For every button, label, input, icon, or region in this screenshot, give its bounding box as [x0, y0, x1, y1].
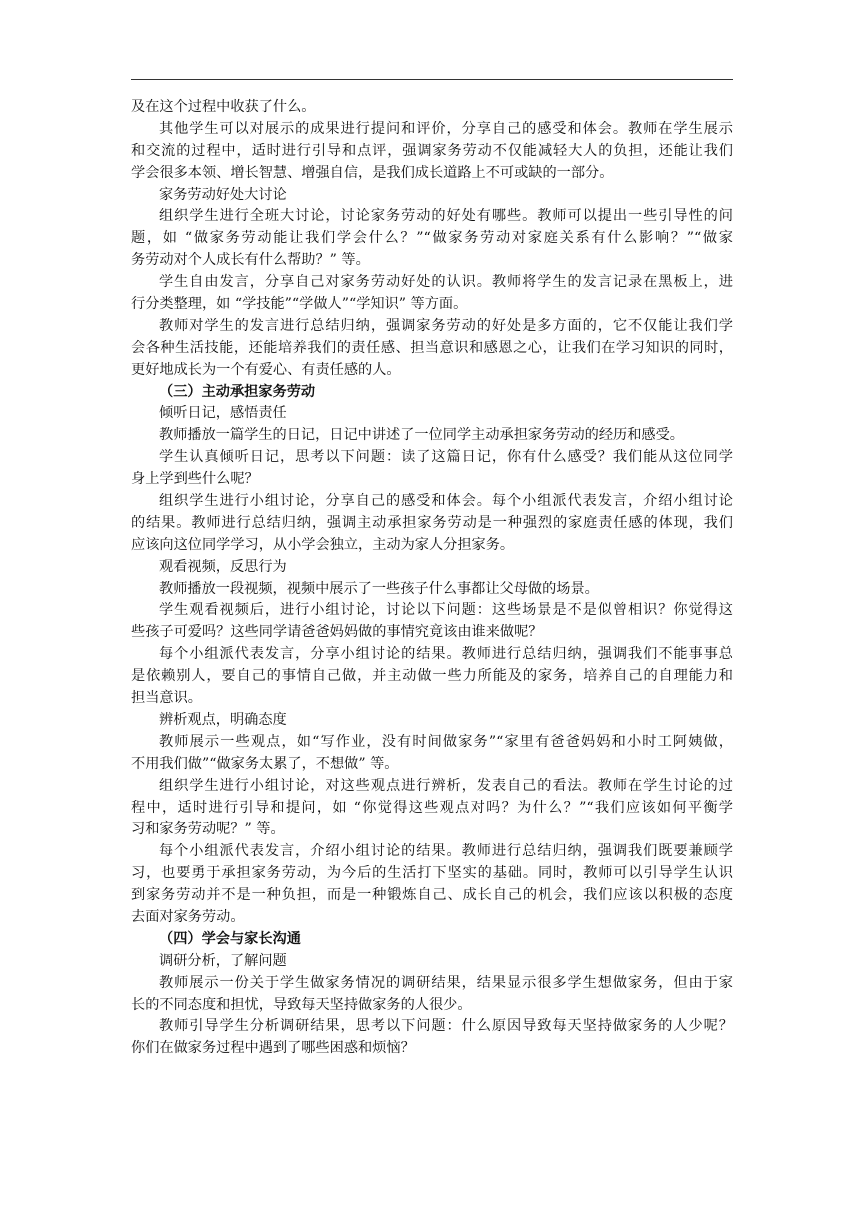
text-line: 担当意识。: [131, 690, 202, 707]
text-line: 题，如 “做家务劳动能让我们学会什么？”“做家务劳动对家庭关系有什么影响？”“做家: [131, 230, 733, 247]
text-line: 教师播放一段视频，视频中展示了一些孩子什么事都让父母做的场景。: [159, 580, 599, 597]
text-line: 学生自由发言，分享自己对家务劳动好处的认识。教师将学生的发言记录在黑板上，进: [159, 274, 733, 291]
text-line: 务劳动对个人成长有什么帮助？” 等。: [131, 252, 370, 269]
text-line: 习，也要勇于承担家务劳动，为今后的生活打下坚实的基础。同时，教师可以引导学生认识: [131, 865, 733, 882]
text-line: 教师展示一份关于学生做家务情况的调研结果，结果显示很多学生想做家务，但由于家: [159, 974, 733, 991]
text-line: 每个小组派代表发言，介绍小组讨论的结果。教师进行总结归纳，强调我们既要兼顾学: [159, 843, 733, 860]
text-line: 组织学生进行小组讨论，分享自己的感受和体会。每个小组派代表发言，介绍小组讨论: [159, 493, 733, 510]
text-line: 学会很多本领、增长智慧、增强自信，是我们成长道路上不可或缺的一部分。: [131, 164, 614, 181]
text-line: 身上学到些什么呢？: [131, 471, 259, 488]
document-body: [131, 97, 733, 1060]
text-line: 到家务劳动并不是一种负担，而是一种锻炼自己、成长自己的机会，我们应该以积极的态度: [131, 887, 733, 904]
text-line: 其他学生可以对展示的成果进行提问和评价，分享自己的感受和体会。教师在学生展示: [159, 120, 733, 137]
text-line: 家务劳动好处大讨论: [159, 186, 287, 203]
text-line: 倾听日记，感悟责任: [159, 405, 287, 422]
text-line: 行分类整理，如 “学技能”“学做人”“学知识” 等方面。: [131, 296, 468, 313]
text-line: 学生观看视频后，进行小组讨论，讨论以下问题：这些场景是不是似曾相识？你觉得这: [159, 602, 733, 619]
text-line: 些孩子可爱吗？这些同学请爸爸妈妈做的事情究竟该由谁来做呢？: [131, 624, 543, 641]
text-line: 教师对学生的发言进行总结归纳，强调家务劳动的好处是多方面的，它不仅能让我们学: [159, 317, 733, 334]
text-line: 的结果。教师进行总结归纳，强调主动承担家务劳动是一种强烈的家庭责任感的体现，我们: [131, 514, 733, 531]
text-line: 教师展示一些观点，如“写作业，没有时间做家务”“家里有爸爸妈妈和小时工阿姨做，: [159, 733, 733, 750]
text-line: 长的不同态度和担忧，导致每天坚持做家务的人很少。: [131, 996, 472, 1013]
text-line: 会各种生活技能，还能培养我们的责任感、担当意识和感恩之心，让我们在学习知识的同时，: [131, 339, 733, 356]
text-line: 教师播放一篇学生的日记，日记中讲述了一位同学主动承担家务劳动的经历和感受。: [159, 427, 684, 444]
text-line: 是依赖别人，要自己的事情自己做，并主动做一些力所能及的家务，培养自己的自理能力和: [131, 668, 733, 685]
text-line: 程中，适时进行引导和提问，如 “你觉得这些观点对吗？为什么？”“我们应该如何平衡学: [131, 799, 733, 816]
text-line: 应该向这位同学学习，从小学会独立，主动为家人分担家务。: [131, 536, 515, 553]
text-line: 你们在做家务过程中遇到了哪些困惑和烦恼？: [131, 1040, 415, 1057]
text-line: 更好地成长为一个有爱心、有责任感的人。: [131, 361, 401, 378]
text-line: 去面对家务劳动。: [131, 908, 245, 925]
section-heading: （四）学会与家长沟通: [159, 930, 301, 947]
header-rule: [131, 79, 733, 80]
text-line: 教师引导学生分析调研结果，思考以下问题：什么原因导致每天坚持做家务的人少呢？: [159, 1018, 733, 1035]
text-line: 观看视频，反思行为: [159, 558, 287, 575]
text-line: 学生认真倾听日记，思考以下问题：读了这篇日记，你有什么感受？我们能从这位同学: [159, 449, 733, 466]
text-line: 习和家务劳动呢？” 等。: [131, 821, 285, 838]
text-line: 和交流的过程中，适时进行引导和点评，强调家务劳动不仅能减轻大人的负担，还能让我们: [131, 142, 733, 159]
text-line: 辨析观点，明确态度: [159, 711, 287, 728]
section-heading: （三）主动承担家务劳动: [159, 383, 316, 400]
text-line: 每个小组派代表发言，分享小组讨论的结果。教师进行总结归纳，强调我们不能事事总: [159, 646, 733, 663]
text-line: 组织学生进行全班大讨论，讨论家务劳动的好处有哪些。教师可以提出一些引导性的问: [159, 208, 733, 225]
text-line: 不用我们做”“做家务太累了，不想做” 等。: [131, 755, 399, 772]
text-line: 组织学生进行小组讨论，对这些观点进行辨析，发表自己的看法。教师在学生讨论的过: [159, 777, 733, 794]
text-line: 及在这个过程中收获了什么。: [131, 99, 316, 115]
text-line: 调研分析，了解问题: [159, 952, 287, 969]
